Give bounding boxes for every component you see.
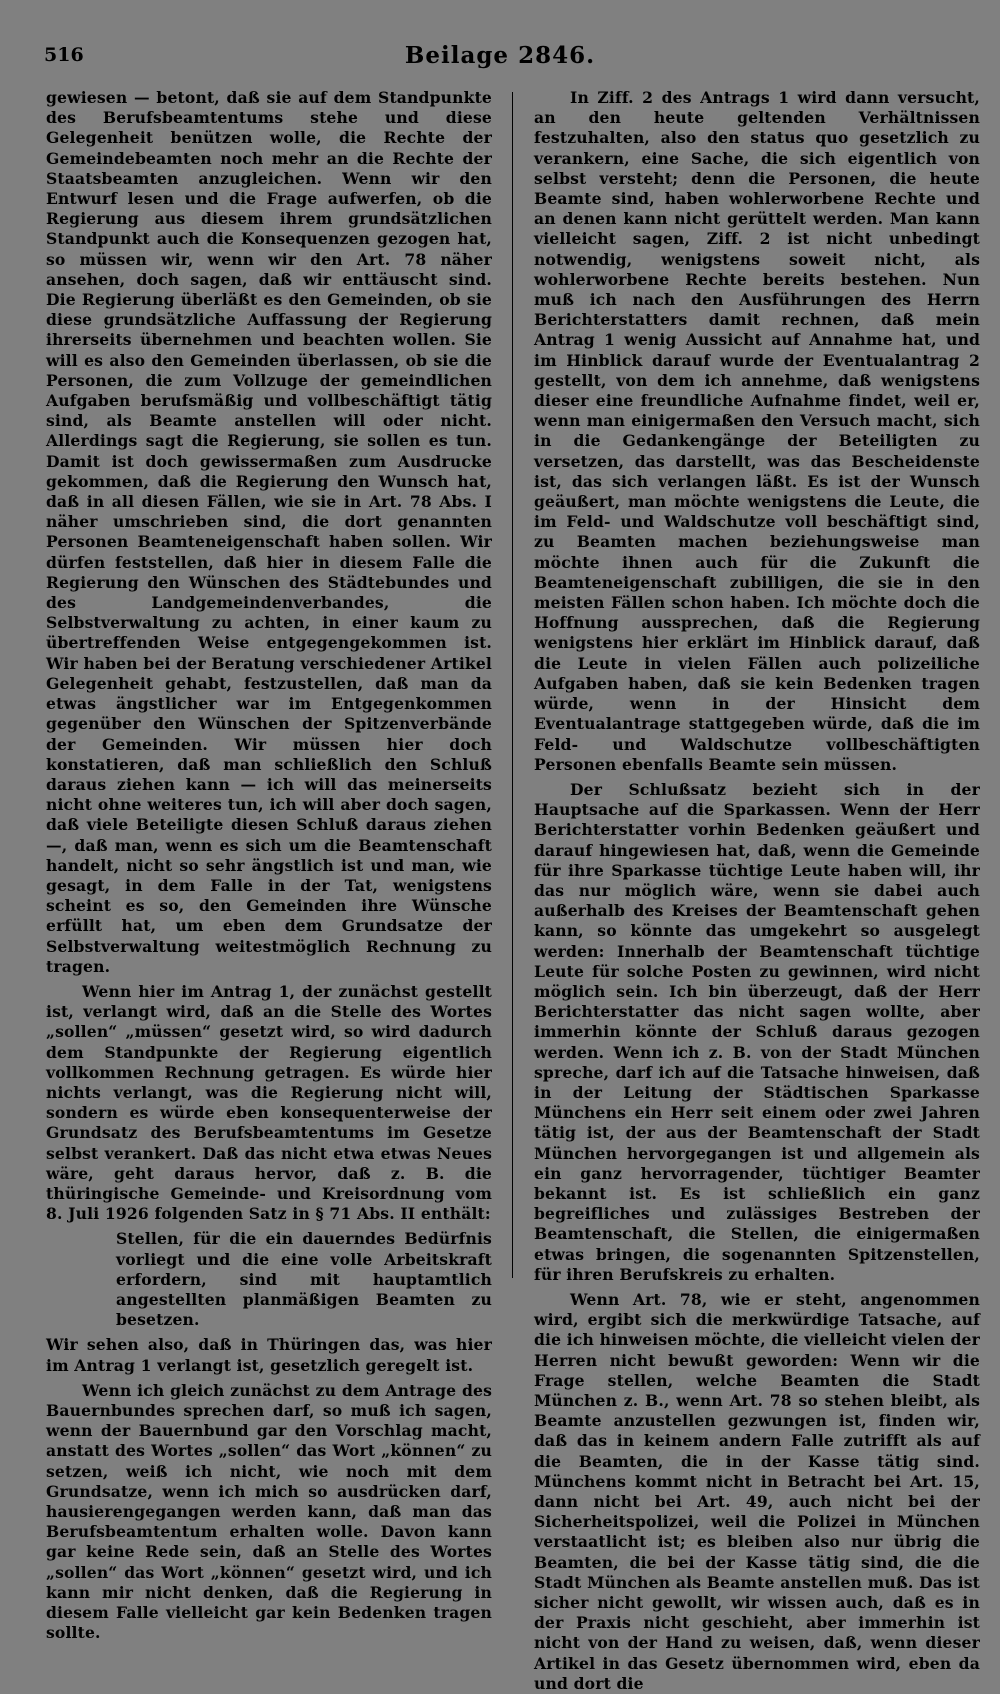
left-column [46, 88, 492, 1643]
paragraph: Wenn ich gleich zunächst zu dem Antrage des Bauernbundes sprechen darf, so muß ich sagen, wenn der Bauernbund gar den Vorschlag macht, anstatt des Wortes „sollen“ das Wort „können“ zu setzen, weiß ich nicht, wie noch mit dem Grundsatze, wenn ich mich so ausdrücken darf, hausierengegangen werden kann, daß man das Berufsbeamtentum erhalten wolle. Davon kann gar keine Rede sein, daß an Stelle des Wortes „sollen“ das Wort „können“ gesetzt wird, und ich kann mir nicht denken, daß die Regierung in diesem Falle vielleicht gar kein Bedenken tragen sollte. [46, 1380, 492, 1643]
block-quote: Stellen, für die ein dauerndes Bedürfnis vorliegt und die eine volle Arbeitskraft erfordern, sind mit hauptamtlich angestellten planmäßigen Beamten zu besetzen. [116, 1229, 492, 1330]
page-number: 516 [44, 44, 84, 66]
paragraph: gewiesen — betont, daß sie auf dem Standpunkte des Berufsbeamtentums stehe und diese Gelegenheit benützen wolle, die Rechte der Gemeindebeamten noch mehr an die Rechte der Staatsbeamten anzugleichen. Wenn wir den Entwurf lesen und die Frage aufwerfen, ob die Regierung aus diesem ihrem grundsätzlichen Standpunkt auch die Konsequenzen gezogen hat, so müssen wir, wenn wir den Art. 78 näher ansehen, doch sagen, daß wir enttäuscht sind. Die Regierung überläßt es den Gemeinden, ob sie diese grundsätzliche Auffassung der Regierung ihrerseits übernehmen und beachten wollen. Sie will es also den Gemeinden überlassen, ob sie die Personen, die zum Vollzuge der gemeindlichen Aufgaben berufsmäßig und vollbeschäftigt tätig sind, als Beamte anstellen will oder nicht. Allerdings sagt die Regierung, sie sollen es tun. Damit ist doch gewissermaßen zum Ausdrucke gekommen, daß die Regierung den Wunsch hat, daß in all diesen Fällen, wie sie in Art. 78 Abs. I näher umschrieben sind, die dort genannten Personen Beamteneigenschaft haben sollen. Wir dürfen feststellen, daß hier in diesem Falle die Regierung den Wünschen des Städtebundes und des Landgemeindenverbandes, die Selbstverwaltung zu achten, in einer kaum zu übertreffenden Weise entgegengekommen ist. Wir haben bei der Beratung verschiedener Artikel Gelegenheit gehabt, festzustellen, daß man da etwas ängstlicher war im Entgegenkommen gegenüber den Wünschen der Spitzenverbände der Gemeinden. Wir müssen hier doch konstatieren, daß man schließlich den Schluß daraus ziehen kann — ich will das meinerseits nicht ohne weiteres tun, ich will aber doch sagen, daß viele Beteiligte diesen Schluß daraus ziehen —, daß man, wenn es sich um die Beamtenschaft handelt, nicht so sehr ängstlich ist und man, wie gesagt, in dem Falle in der Tat, wenigstens scheint es so, den Gemeinden ihre Wünsche erfüllt hat, um eben dem Grundsatze der Selbstverwaltung weitestmöglich Rechnung zu tragen. [46, 88, 492, 976]
paragraph: Wir sehen also, daß in Thüringen das, was hier im Antrag 1 verlangt ist, gesetzlich geregelt ist. [46, 1335, 492, 1375]
right-column [534, 88, 980, 1694]
paragraph: Der Schlußsatz bezieht sich in der Hauptsache auf die Sparkassen. Wenn der Herr Berichterstatter vorhin Bedenken geäußert und darauf hingewiesen hat, daß, wenn die Gemeinde für ihre Sparkasse tüchtige Leute haben will, ihr das nur möglich wäre, wenn sie dabei auch außerhalb des Kreises der Beamtenschaft gehen kann, so könnte das umgekehrt so ausgelegt werden: Innerhalb der Beamtenschaft tüchtige Leute für solche Posten zu gewinnen, wird nicht möglich sein. Ich bin überzeugt, daß der Herr Berichterstatter das nicht sagen wollte, aber immerhin könnte der Schluß daraus gezogen werden. Wenn ich z. B. von der Stadt München spreche, darf ich auf die Tatsache hinweisen, daß in der Leitung der Städtischen Sparkasse Münchens ein Herr seit einem oder zwei Jahren tätig ist, der aus der Beamtenschaft der Stadt München hervorgegangen ist und allgemein als ein ganz hervorragender, tüchtiger Beamter bekannt ist. Es ist schließlich ein ganz begreifliches und zulässiges Bestreben der Beamtenschaft, die Stellen, die einigermaßen etwas bringen, die sogenannten Spitzenstellen, für ihren Berufskreis zu erhalten. [534, 779, 980, 1284]
paragraph: In Ziff. 2 des Antrags 1 wird dann versucht, an den heute geltenden Verhältnissen festzuhalten, also den status quo gesetzlich zu verankern, eine Sache, die sich eigentlich von selbst versteht; denn die Personen, die heute Beamte sind, haben wohlerworbene Rechte und an denen kann nicht gerüttelt werden. Man kann vielleicht sagen, Ziff. 2 ist nicht unbedingt notwendig, wenigstens soweit nicht, als wohlerworbene Rechte bereits bestehen. Nun muß ich nach den Ausführungen des Herrn Berichterstatters damit rechnen, daß mein Antrag 1 wenig Aussicht auf Annahme hat, und im Hinblick darauf wurde der Eventualantrag 2 gestellt, von dem ich annehme, daß wenigstens dieser eine freundliche Aufnahme findet, weil er, wenn man einigermaßen den Versuch macht, sich in die Gedankengänge der Beteiligten zu versetzen, das darstellt, was das Bescheidenste ist, das sich verlangen läßt. Es ist der Wunsch geäußert, man möchte wenigstens die Leute, die im Feld- und Waldschutze voll beschäftigt sind, zu Beamten machen beziehungsweise man möchte ihnen auch für die Zukunft die Beamteneigenschaft zubilligen, die sie in den meisten Fällen schon haben. Ich möchte doch die Hoffnung aussprechen, daß die Regierung wenigstens hier erklärt im Hinblick darauf, daß die Leute in vielen Fällen auch polizeiliche Aufgaben haben, daß sie kein Bedenken tragen würde, wenn in der Hinsicht dem Eventualantrage stattgegeben würde, daß die im Feld- und Waldschutze vollbeschäftigten Personen ebenfalls Beamte sein müssen. [534, 88, 980, 774]
paragraph: Wenn hier im Antrag 1, der zunächst gestellt ist, verlangt wird, daß an die Stelle des Wortes „sollen“ „müssen“ gesetzt wird, so wird dadurch dem Standpunkte der Regierung eigentlich vollkommen Rechnung getragen. Es würde hier nichts verlangt, was die Regierung nicht will, sondern es würde eben konsequenterweise der Grundsatz des Berufsbeamtentums im Gesetze selbst verankert. Daß das nicht etwa etwas Neues wäre, geht daraus hervor, daß z. B. die thüringische Gemeinde- und Kreisordnung vom 8. Juli 1926 folgenden Satz in § 71 Abs. II enthält: [46, 981, 492, 1224]
paragraph: Wenn Art. 78, wie er steht, angenommen wird, ergibt sich die merkwürdige Tatsache, auf die ich hinweisen möchte, die vielleicht vielen der Herren nicht bewußt geworden: Wenn wir die Frage stellen, welche Beamten die Stadt München z. B., wenn Art. 78 so stehen bleibt, als Beamte anzustellen gezwungen ist, finden wir, daß das in keinem andern Falle zutrifft als auf die Beamten, die in der Kasse tätig sind. Münchens kommt nicht in Betracht bei Art. 15, dann nicht bei Art. 49, auch nicht bei der Sicherheitspolizei, weil die Polizei in München verstaatlicht ist; es bleiben also nur übrig die Beamten, die bei der Kasse tätig sind, die die Stadt München als Beamte anstellen muß. Das ist sicher nicht gewollt, wir wissen auch, daß es in der Praxis nicht geschieht, aber immerhin ist nicht von der Hand zu weisen, daß, wenn dieser Artikel in das Gesetz übernommen wird, eben da und dort die [534, 1289, 980, 1693]
column-divider [512, 92, 513, 1278]
page-heading: Beilage 2846. [404, 42, 596, 69]
